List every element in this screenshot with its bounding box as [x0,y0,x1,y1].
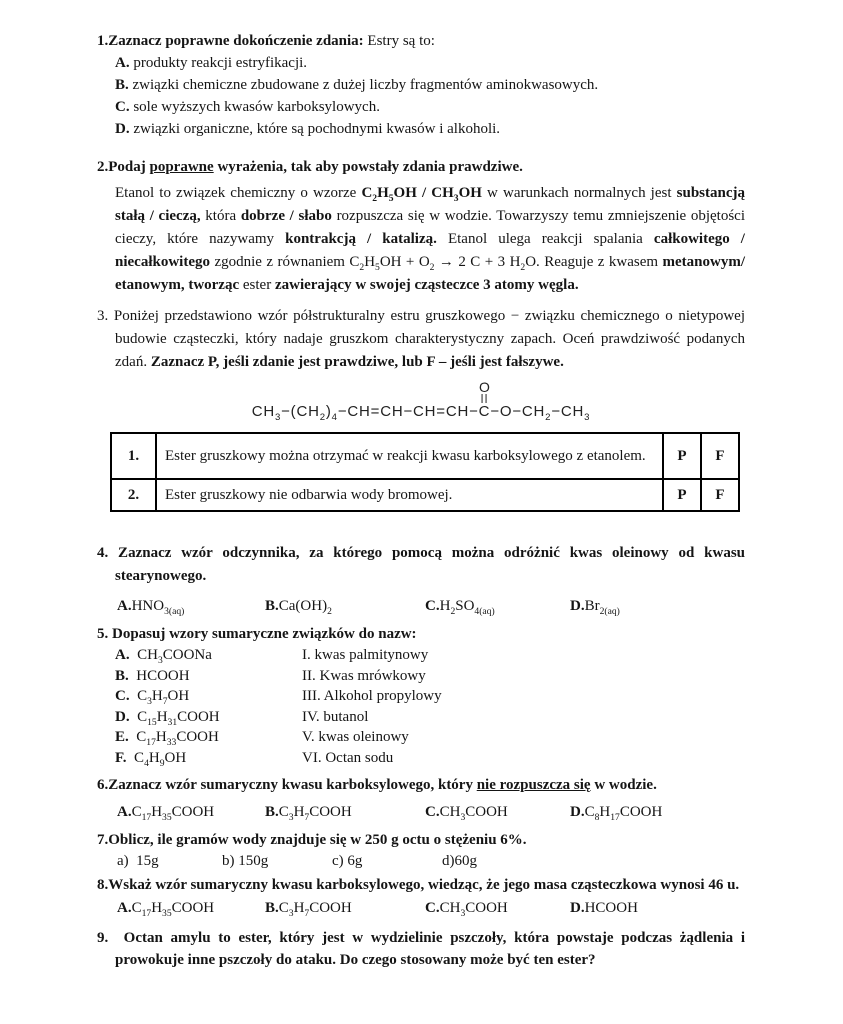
q6-option-b: $B.C_3H_7COOH$ [265,804,352,823]
q1-option-c: C. sole wyższych kwasów karboksylowych. [115,99,380,115]
question-2-text: Etanol to związek chemiczny o wzorze $C_2H_5OH / CH_3OH$ w warunkach normalnych jest substancją stałą / cieczą, która dobrze / słabo rozpuszcza się w wodzie. Towarzyszy temu zmniejszenie objętości cieczy, które nazywamy kontrakcją / katalizą. Etanol ulega reakcji spalania całkowitego / niecałkowitego zgodnie z równaniem $C_2H_5OH + O_2 \to 2$ C + 3 $H_2O$. Reaguje z kwasem metanowym/ etanowym, tworząc ester zawierający w swojej cząsteczce 3 atomy węgla. [115,185,746,293]
q5-name-6: VI. Octan sodu [302,749,394,766]
question-1 [97,30,745,140]
row-1-number: 1. [111,433,156,479]
question-1-options [115,52,745,140]
question-9-heading: 9. Octan amylu to ester, który jest w wydzielinie pszczoły, która powstaje podczas żądlenia i prowokuje inne pszczoły do ataku. Do czego stosowany może być ten ester? [97,930,745,968]
q5-formula-c: C. $C_3H_7OH$ [115,688,190,707]
question-7-heading: 7.Oblicz, ile gramów wody znajduje się w 250 g octu o stężeniu 6%. [97,832,527,848]
question-1-heading: 1.Zaznacz poprawne dokończenie zdania: Estry są to: [97,33,435,49]
question-7 [97,829,745,872]
question-4-heading: 4. Zaznacz wzór odczynnika, za którego pomocą można odróżnić kwas oleinowy od kwasu stearynowego. [97,545,745,584]
question-5-heading: 5. Dopasuj wzory sumaryczne związków do nazw: [97,626,417,642]
q8-option-c: $C.CH_3COOH$ [425,900,508,919]
q5-name-3: III. Alkohol propylowy [302,688,442,704]
table-row-2 [111,479,739,511]
q4-option-d: $D.Br_{2(aq)}$ [570,598,620,617]
carbonyl-group [478,379,491,422]
question-8-options [97,898,745,919]
row-1-statement: Ester gruszkowy można otrzymać w reakcji kwasu karboksylowego z etanolem. [156,433,663,479]
formula-chain-left: $CH_3-(CH_2)_4-CH=CH-CH=CH-$ [251,403,479,423]
row-2-false-cell: F [701,479,739,511]
q5-name-1: I. kwas palmitynowy [302,647,429,663]
q5-formula-a: A. $CH_3COONa$ [115,647,212,666]
q7-option-d: d)60g [442,853,477,869]
carbonyl-carbon: C [478,403,491,420]
question-3 [97,305,745,512]
q5-name-4: IV. butanol [302,708,369,725]
row-1-false-cell: F [701,433,739,479]
q7-option-c: c) 6g [332,853,363,869]
q6-option-c: $C.CH_3COOH$ [425,804,508,823]
q1-option-d: D. związki organiczne, które są pochodnymi kwasów i alkoholi. [115,121,501,137]
question-6 [97,774,745,823]
question-5 [97,623,745,768]
q5-formula-e: E. $C_{17}H_{33}COOH$ [115,729,219,748]
question-7-options [97,851,745,872]
q5-formula-f: F. $C_4H_9OH$ [115,749,187,769]
q6-option-a: $A.C_{17}H_{35}COOH$ [117,804,215,823]
true-false-table [110,432,740,512]
row-2-statement: Ester gruszkowy nie odbarwia wody bromowej. [156,479,663,511]
question-2 [97,156,745,297]
q8-option-a: $A.C_{17}H_{35}COOH$ [117,900,215,919]
row-1-true-cell: P [663,433,701,479]
q7-option-b: b) 150g [222,853,269,869]
q5-name-2: II. Kwas mrówkowy [302,667,426,684]
row-2-number: 2. [111,479,156,511]
q4-option-b: $B.Ca(OH)_2$ [265,598,332,617]
question-6-heading: 6.Zaznacz wzór sumaryczny kwasu karboksylowego, który nie rozpuszcza się w wodzie. [97,777,657,793]
question-6-options [97,802,745,823]
ester-structural-formula [97,379,745,423]
q4-option-a: $A.HNO_{3(aq)}$ [117,598,185,617]
question-4-options [97,596,745,617]
q8-option-b: $B.C_3H_7COOH$ [265,900,352,919]
question-8-heading: 8.Wskaż wzór sumaryczny kwasu karboksylowego, wiedząc, że jego masa cząsteczkowa wynosi 46 u. [97,877,740,893]
question-9 [97,927,745,971]
double-bond-icon [482,394,487,403]
question-8 [97,874,745,919]
row-2-true-cell: P [663,479,701,511]
q7-option-a: a) 15g [117,853,159,869]
q1-option-b: B. związki chemiczne zbudowane z dużej liczby fragmentów aminokwasowych. [115,77,599,93]
q5-name-5: V. kwas oleinowy [302,729,409,745]
table-row-1 [111,433,739,479]
question-4 [97,542,745,617]
formula-chain-right: $-O-CH_2-CH_3$ [490,403,591,423]
carbonyl-oxygen: O [479,379,490,395]
q6-option-d: $D.C_8H_{17}COOH$ [570,804,663,823]
question-3-text: 3. Poniżej przedstawiono wzór półstrukturalny estru gruszkowego − związku chemicznego o nietypowej budowie cząsteczki, który nadaje gruszkom charakterystyczny zapach. Oceń prawdziwość podanych zdań. Zaznacz P, jeśli zdanie jest prawdziwe, lub F – jeśli jest fałszywe. [97,308,745,370]
q5-formula-b: B. HCOOH [115,667,190,684]
q4-option-c: $C.H_2SO_{4(aq)}$ [425,598,495,617]
carbonyl-top [479,381,490,403]
q5-formula-d: D. $C_{15}H_{31}COOH$ [115,708,220,728]
q8-option-d: D.HCOOH [570,900,638,916]
question-2-heading: 2.Podaj poprawne wyrażenia, tak aby powstały zdania prawdziwe. [97,159,523,175]
question-5-matching-list [115,645,745,768]
q1-option-a: A. produkty reakcji estryfikacji. [115,55,308,71]
